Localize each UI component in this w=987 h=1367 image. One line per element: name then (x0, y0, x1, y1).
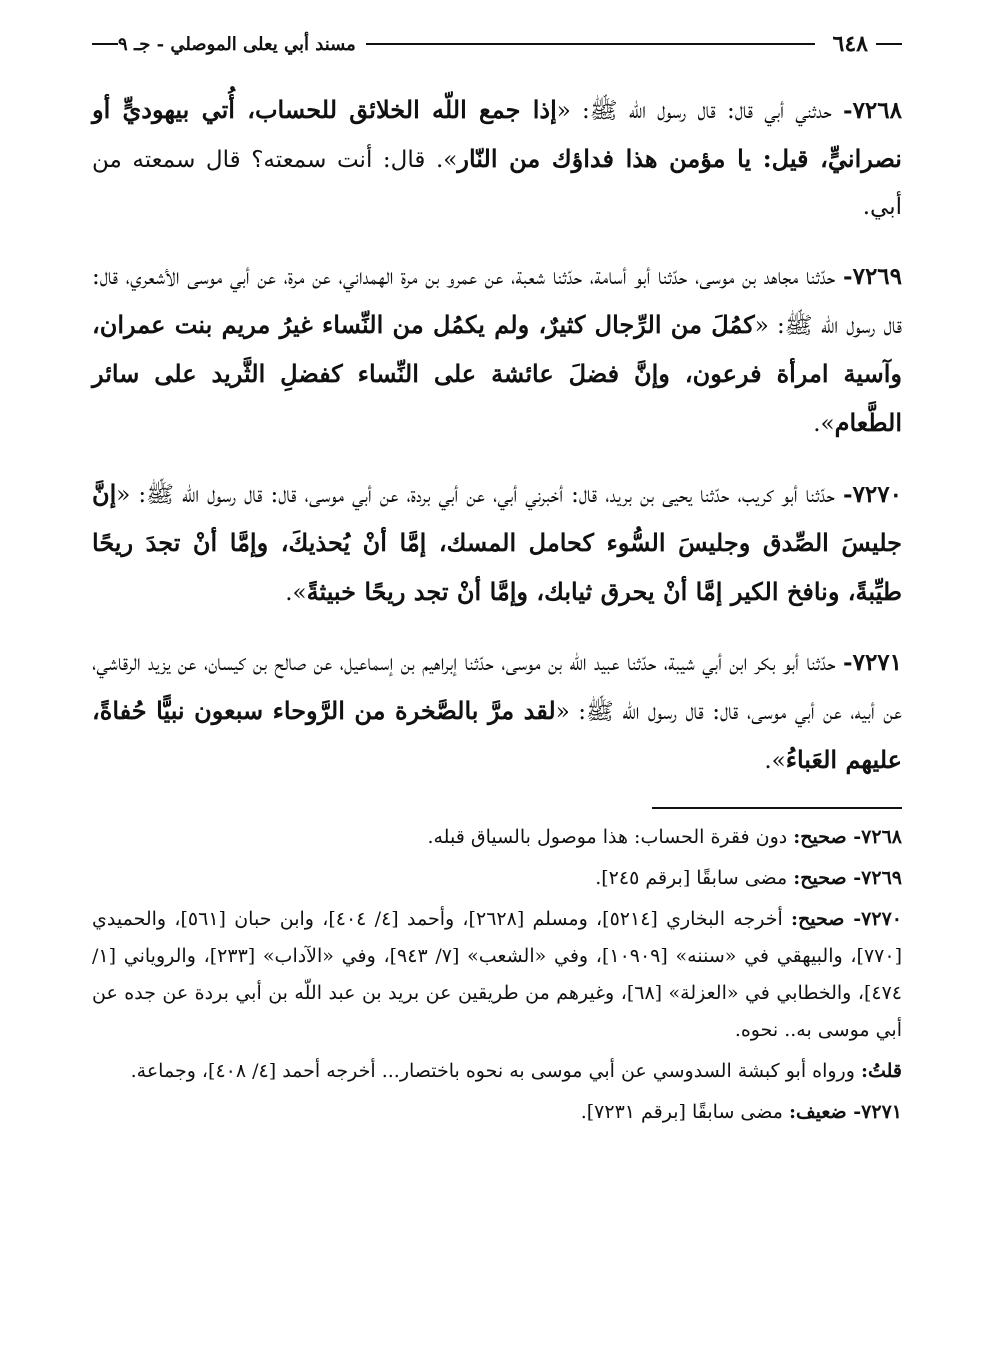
footnotes (92, 819, 902, 1131)
hadith-number: ٧٢٦٨- (843, 97, 902, 124)
footnote-7270 (92, 901, 902, 1049)
page-number: ٦٤٨ (832, 31, 868, 57)
footnote-label: ٧٢٧١- ضعيف: (788, 1101, 902, 1123)
hadith-number: ٧٢٧١- (843, 649, 903, 676)
hadith-text: إنَّ جليسَ الصِّدق وجليسَ السُّوء كحامل المسك، إمَّا أنْ يُحذيكَ، وإمَّا أنْ تجدَ ريحًا طيِّبةً، ونافخ الكير إمَّا أنْ يحرق ثيابك، وإمَّا أنْ تجد ريحًا خبيثةً (92, 479, 902, 606)
footnote-7271 (92, 1094, 902, 1131)
closing-text: ». (285, 580, 307, 606)
footnote-text: مضى سابقًا [برقم ٢٤٥]. (595, 867, 794, 889)
isnad-text: حدّثنا أبو كريب، حدّثنا يحيى بن بريد، قال: أخبرني أبي، عن أبي بردة، عن أبي موسى، قال: قال رسول اللّه ﷺ: « (116, 482, 836, 508)
main-text (92, 86, 902, 785)
footnote-text: ورواه أبو كبشة السدوسي عن أبي موسى به نحوه باختصار... أخرجه أحمد [٤/ ٤٠٨]، وجماعة. (130, 1060, 861, 1082)
footnote-text: أخرجه البخاري [٥٢١٤]، ومسلم [٢٦٢٨]، وأحمد [٤/ ٤٠٤]، وابن حبان [٥٦١]، والحميدي [٧٧٠]، والبيهقي في «سننه» [١٠٩٠٩]، وفي «الشعب» [٧/ ٩٤٣]، وفي «الآداب» [٢٣٣]، والروياني [١/ ٤٧٤]، والخطابي في «العزلة» [٦٨]، وغيرهم من طريقين عن بريد بن عبد اللّه بن أبي بردة عن جده عن أبي موسى به.. نحوه. (92, 908, 902, 1041)
running-header (92, 20, 902, 68)
hadith-paragraph-7268 (92, 86, 902, 231)
header-rule (366, 43, 815, 45)
header-dash (876, 43, 902, 45)
footnote-7268 (92, 819, 902, 856)
closing-text: ». قال: أنت سمعته؟ قال سمعته من أبي. (92, 147, 902, 220)
hadith-text: لقد مرَّ بالصَّخرة من الرَّوحاء سبعون نبيًّا حُفاةً، عليهم العَباءُ (92, 696, 902, 774)
isnad-text: حدّثنا أبو بكر ابن أبي شيبة، حدّثنا عبيد اللّه بن موسى، حدّثنا إبراهيم بن إسماعيل، عن صالح بن كيسان، عن يزيد الرقاشي، عن أبيه، عن أبي موسى، قال: قال رسول اللّه ﷺ: « (92, 650, 902, 725)
footnote-text: مضى سابقًا [برقم ٧٢٣١]. (580, 1101, 789, 1123)
closing-text: ». (764, 748, 786, 774)
footnote-text: دون فقرة الحساب: هذا موصول بالسياق قبله. (427, 826, 794, 848)
page (92, 20, 902, 1135)
header-dash-end (92, 43, 118, 45)
footnote-label: ٧٢٦٩- صحيح: (793, 867, 902, 889)
isnad-text: حدّثنا مجاهد بن موسى، حدّثنا أبو أسامة، حدّثنا شعبة، عن عمرو بن مرة الهمداني، عن مرة، عن أبي موسى الأشعري، قال: قال رسول اللّه ﷺ: « (92, 264, 902, 339)
footnote-7269 (92, 860, 902, 897)
hadith-text: إذا جمع اللّه الخلائق للحساب، أُتي بيهوديٍّ أو نصرانيٍّ، قيل: يا مؤمن هذا فداؤك من النّار (92, 95, 902, 173)
hadith-text: كمُلَ من الرِّجال كثيرٌ، ولم يكمُل من النِّساء غيرُ مريم بنت عمران، وآسية امرأة فرعون، وإنَّ فضلَ عائشة على النِّساء كفضلِ الثَّريد على سائر الطَّعام (92, 310, 902, 437)
footnote-label: ٧٢٧٠- صحيح: (791, 908, 902, 930)
hadith-number: ٧٢٦٩- (843, 263, 903, 290)
hadith-paragraph-7271 (92, 639, 902, 785)
footnote-label: ٧٢٦٨- صحيح: (793, 826, 902, 848)
footnote-separator (652, 807, 902, 809)
closing-text: ». (813, 411, 835, 437)
hadith-number: ٧٢٧٠- (843, 481, 902, 508)
book-title: مسند أبي يعلى الموصلي - جـ ٩ (118, 33, 356, 55)
hadith-paragraph-7269 (92, 253, 902, 448)
hadith-paragraph-7270 (92, 470, 902, 617)
isnad-text: حدثني أبي قال: قال رسول اللّه ﷺ: « (556, 98, 832, 124)
footnote-qultu (92, 1053, 902, 1090)
footnote-label: قلتُ: (860, 1060, 902, 1082)
